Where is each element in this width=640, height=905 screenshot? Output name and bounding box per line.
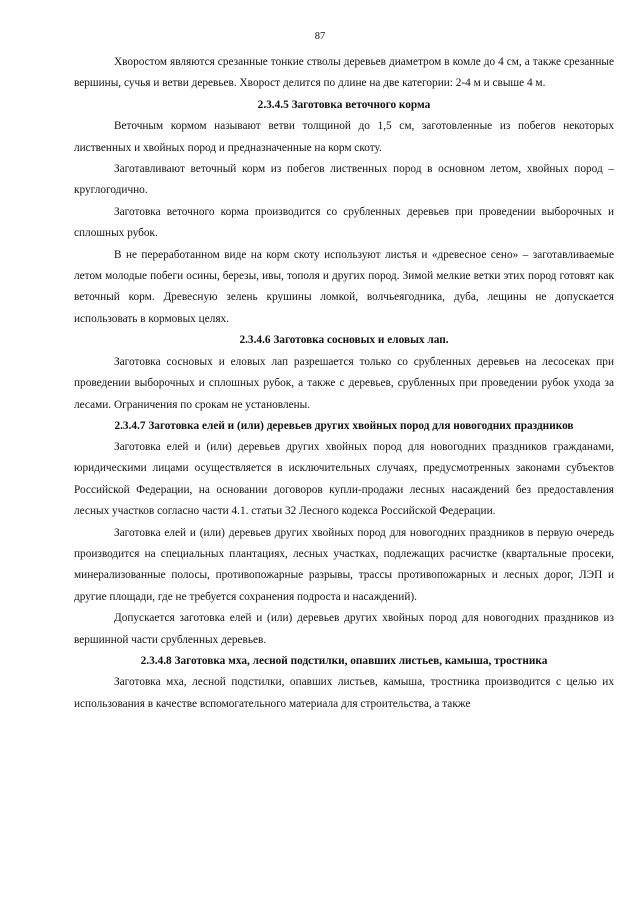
paragraph: В не переработанном виде на корм скоту используют листья и «древесное сено» – заготавливаемые летом молодые побеги осины, березы, ивы, тополя и других пород. Зимой мелкие ветки этих пород готовят как веточный корм. Древесную зелень крушины ломкой, волчьеягодника, дуба, лещины не допускается использовать в кормовых целях. — [74, 248, 614, 325]
paragraph: Заготовка мха, лесной подстилки, опавших листьев, камыша, тростника производится с целью их использования в качестве вспомогательного материала для строительства, а также — [74, 676, 614, 710]
section-heading: 2.3.4.6 Заготовка сосновых и еловых лап. — [239, 334, 449, 347]
paragraph: Заготавливают веточный корм из побегов лиственных пород в основном летом, хвойных пород – круглогодично. — [74, 163, 614, 197]
paragraph: Допускается заготовка елей и (или) деревьев других хвойных пород для новогодних праздников из вершинной части срубленных деревьев. — [74, 612, 614, 646]
section-heading: 2.3.4.7 Заготовка елей и (или) деревьев других хвойных пород для новогодних праздников — [114, 419, 574, 432]
paragraph: Хворостом являются срезанные тонкие стволы деревьев диаметром в комле до 4 см, а также срезанные вершины, сучья и ветви деревьев. Хворост делится по длине на две категории: 2-4 м и свыше 4 м. — [74, 56, 614, 90]
paragraph: Заготовка веточного корма производится со срубленных деревьев при проведении выборочных и сплошных рубок. — [74, 205, 614, 240]
page-content — [74, 52, 614, 715]
paragraph: Веточным кормом называют ветви толщиной до 1,5 см, заготовленные из побегов некоторых лиственных и хвойных пород и предназначенные на корм скоту. — [74, 120, 614, 154]
paragraph: Заготовка сосновых и еловых лап разрешается только со срубленных деревьев на лесосеках при проведении выборочных и сплошных рубок, а также с деревьев, срубленных при проведении рубок ухода за лесами. Ограничения по срокам не установлены. — [74, 355, 614, 411]
paragraph: Заготовка елей и (или) деревьев других хвойных пород для новогодних праздников гражданами, юридическими лицами осуществляется в исключительных случаях, предусмотренных законами субъектов Российской Федерации, на основании договоров купли-продажи лесных насаждений без предоставления лесных участков согласно части 4.1. статьи 32 Лесного кодекса Российской Федерации. — [74, 440, 614, 518]
paragraph: Заготовка елей и (или) деревьев других хвойных пород для новогодних праздников в первую очередь производится на специальных плантациях, лесных участках, подлежащих расчистке (квартальные просеки, минерализованные полосы, противопожарные разрывы, трассы противопожарных и лесных дорог, ЛЭП и другие площади, где не требуется сохранения подроста и насаждений). — [74, 526, 614, 603]
section-heading: 2.3.4.5 Заготовка веточного корма — [257, 98, 431, 111]
section-heading: 2.3.4.8 Заготовка мха, лесной подстилки, опавших листьев, камыша, тростника — [140, 654, 548, 667]
page-number: 87 — [314, 31, 326, 42]
